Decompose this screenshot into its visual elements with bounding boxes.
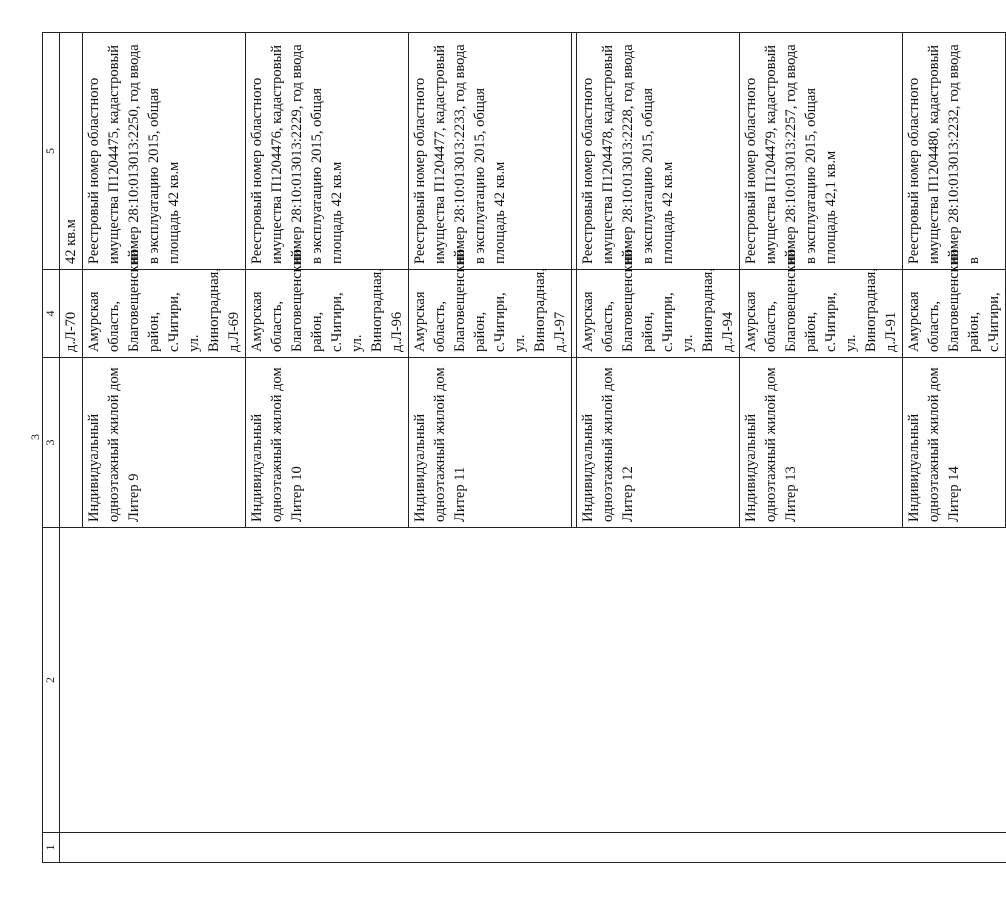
column-header-1: 1 (43, 833, 60, 863)
cell-name: Индивидуальный одноэтажный жилой дом Литер 10 (246, 358, 409, 528)
cell-address: Амурская область, Благовещенский район, с.Чигири, ул. Виноградная, д.Л-94 (577, 270, 740, 358)
cell-col2 (577, 528, 740, 833)
cell-name (60, 358, 83, 528)
table-row (83, 33, 246, 863)
cell-col2 (903, 528, 1006, 833)
column-header-3: 3 (43, 358, 60, 528)
continuation-row (60, 33, 83, 863)
cell-info: 42 кв.м (60, 33, 83, 270)
table-row (577, 33, 740, 863)
cell-info: Реестровый номер областного имущества П1204475, кадастровый номер 28:10:013013:2250, год ввода в эксплуатацию 2015, общая площадь 42 кв.м (83, 33, 246, 270)
cell-address: Амурская область, Благовещенский район, с.Чигири, ул. Виноградная, д.Л-96 (246, 270, 409, 358)
cell-num (83, 833, 246, 863)
column-header-4: 4 (43, 270, 60, 358)
cell-info: Реестровый номер областного имущества П1204480, кадастровый номер 28:10:013013:2232, год ввода в (903, 33, 1006, 270)
cell-address: Амурская область, Благовещенский район, с.Чигири, ул. Виноградная, д.Л-69 (83, 270, 246, 358)
cell-name: Индивидуальный одноэтажный жилой дом Литер 13 (740, 358, 903, 528)
cell-num (246, 833, 409, 863)
cell-name: Индивидуальный одноэтажный жилой дом Литер 12 (577, 358, 740, 528)
cell-name: Индивидуальный одноэтажный жилой дом Литер 9 (83, 358, 246, 528)
cell-col2 (83, 528, 246, 833)
table-row (409, 33, 572, 863)
cell-num (409, 833, 572, 863)
cell-address: Амурская область, Благовещенский район, с.Чигири, ул. Виноградная, д.Л-91 (740, 270, 903, 358)
cell-address: д.Л-70 (60, 270, 83, 358)
column-header-5: 5 (43, 33, 60, 270)
property-table-rotated (42, 33, 1002, 863)
cell-col2 (409, 528, 572, 833)
cell-address: Амурская область, Благовещенский район, с.Чигири, ул. Виноградная, д.Л-97 (409, 270, 572, 358)
page-number: 3 (28, 434, 42, 440)
table-row (246, 33, 409, 863)
cell-num (903, 833, 1006, 863)
cell-col2 (246, 528, 409, 833)
cell-info: Реестровый номер областного имущества П1204479, кадастровый номер 28:10:013013:2257, год ввода в эксплуатацию 2015, общая площадь 42,1 кв.м (740, 33, 903, 270)
cell-info: Реестровый номер областного имущества П1204476, кадастровый номер 28:10:013013:2229, год ввода в эксплуатацию 2015, общая площадь 42 кв.м (246, 33, 409, 270)
table-row (903, 33, 1006, 863)
cell-num (740, 833, 903, 863)
cell-col2 (60, 528, 83, 833)
column-header-2: 2 (43, 528, 60, 833)
header-row (43, 33, 60, 863)
cell-info: Реестровый номер областного имущества П1204477, кадастровый номер 28:10:013013:2233, год ввода в эксплуатацию 2015, общая площадь 42 кв.м (409, 33, 572, 270)
cell-info: Реестровый номер областного имущества П1204478, кадастровый номер 28:10:013013:2228, год ввода в эксплуатацию 2015, общая площадь 42 кв.м (577, 33, 740, 270)
cell-name: Индивидуальный одноэтажный жилой дом Литер 14 (903, 358, 1006, 528)
property-table (42, 32, 1006, 863)
cell-num (577, 833, 740, 863)
cell-col2 (740, 528, 903, 833)
table-row (740, 33, 903, 863)
cell-name: Индивидуальный одноэтажный жилой дом Литер 11 (409, 358, 572, 528)
cell-num (60, 833, 83, 863)
cell-address: Амурская область, Благовещенский район, с.Чигири, (903, 270, 1006, 358)
